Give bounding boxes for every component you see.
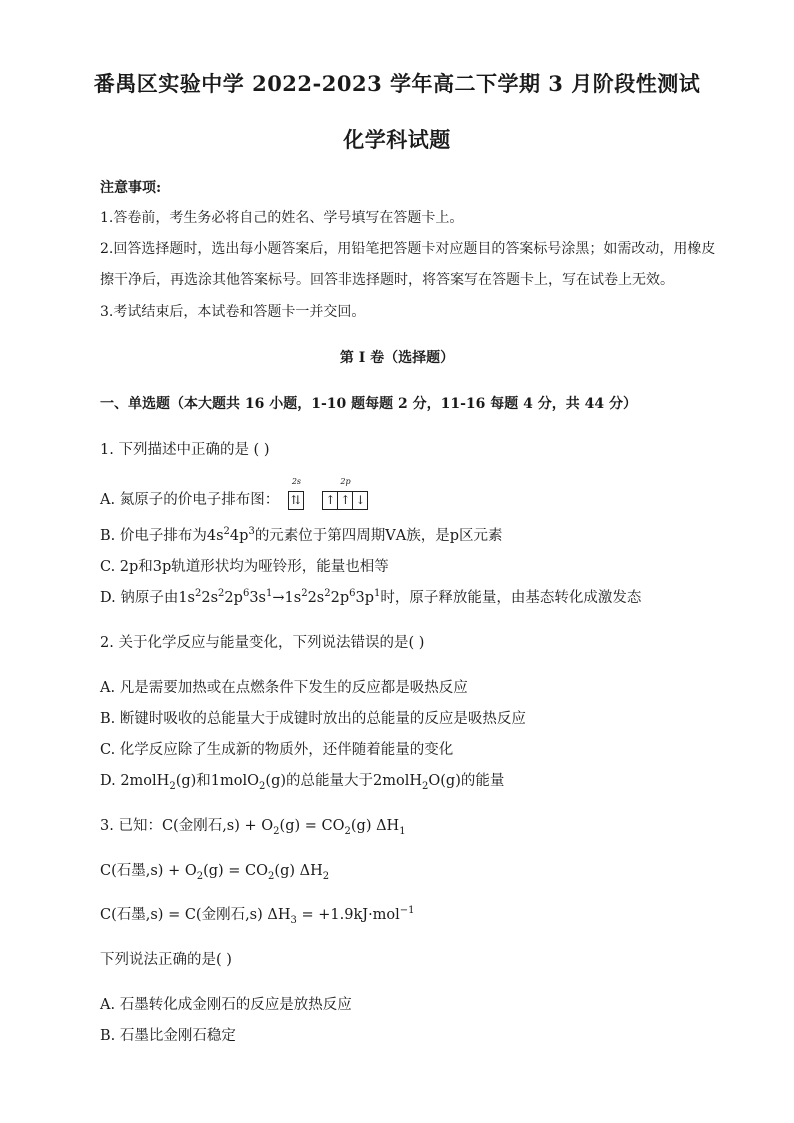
question-2-stem: 2. 关于化学反应与能量变化，下列说法错误的是( ) (100, 635, 425, 651)
question-3-eq3: C(石墨,s) = C(金刚石,s) $\Delta H_3 = +1.9kJ\cdot mol^{-1}$ (100, 905, 415, 926)
exam-title: 番禺区实验中学 2022-2023 学年高二下学期 3 月阶段性测试 (93, 71, 701, 96)
question-3-eq1: 3. 已知：C(金刚石$,s) + O_2(g) = CO_2(g)$ $\Delta H_1$ (100, 818, 406, 837)
orbital-cell: ⇅ (290, 492, 301, 507)
q3-option-a: A. 石墨转化成金刚石的反应是放热反应 (100, 997, 352, 1013)
q1-option-c: C. 2p和3p轨道形状均为哑铃形，能量也相等 (100, 559, 389, 575)
notice-heading: 注意事项: (100, 180, 162, 196)
q1-option-d: D. 钠原子由$1s^22s^22p^63s^1\to 1s^22s^22p^63p^1$时，原子释放能量，由基态转化成激发态 (100, 588, 642, 606)
q2-option-c: C. 化学反应除了生成新的物质外，还伴随着能量的变化 (100, 742, 454, 758)
notice-item: 擦干净后，再选涂其他答案标号。回答非选择题时，将答案写在答题卡上，写在试卷上无效。 (100, 272, 674, 288)
q2-option-b: B. 断键时吸收的总能量大于成键时放出的总能量的反应是吸热反应 (100, 711, 526, 727)
orbital-cell: ↑ (338, 492, 353, 509)
q1-option-a-text: A. 氮原子的价电子排布图： (100, 492, 280, 508)
q1-option-a (100, 476, 368, 510)
orbital-cell: ↑ (323, 492, 338, 509)
q2-option-a: A. 凡是需要加热或在点燃条件下发生的反应都是吸热反应 (100, 680, 468, 696)
question-1-stem: 1. 下列描述中正确的是 ( ) (100, 442, 270, 458)
notice-item: 2.回答选择题时，选出每小题答案后，用铅笔把答题卡对应题目的答案标号涂黑；如需改动，用橡皮 (100, 241, 716, 257)
q1-option-b: B. 价电子排布为$4s^24p^3$的元素位于第四周期ⅤA族，是p区元素 (100, 526, 503, 544)
notice-item: 3.考试结束后，本试卷和答题卡一并交回。 (100, 304, 366, 320)
q3-option-b: B. 石墨比金刚石稳定 (100, 1028, 236, 1044)
orbital-cell: ↓ (355, 492, 366, 507)
question-3-prompt: 下列说法正确的是( ) (100, 952, 232, 968)
part-heading: 第 I 卷（选择题） (339, 350, 455, 366)
exam-subtitle: 化学科试题 (343, 127, 451, 152)
section-heading: 一、单选题（本大题共 16 小题，1-10 题每题 2 分，11-16 每题 4 分，共 44 分） (100, 396, 637, 412)
orbital-2s-label: 2s (291, 476, 302, 486)
notice-item: 1.答卷前，考生务必将自己的姓名、学号填写在答题卡上。 (100, 210, 464, 226)
question-3-eq2: C(石墨$,s) + O_2(g) = CO_2(g)$ $\Delta H_2$ (100, 863, 330, 882)
q2-option-d: D. 2molH$_2$(g)和1molO$_2$(g)的总能量大于2molH$_2$O(g)的能量 (100, 773, 505, 792)
orbital-2p (322, 476, 368, 510)
orbital-2p-label: 2p (340, 476, 351, 486)
orbital-2s (288, 476, 304, 510)
